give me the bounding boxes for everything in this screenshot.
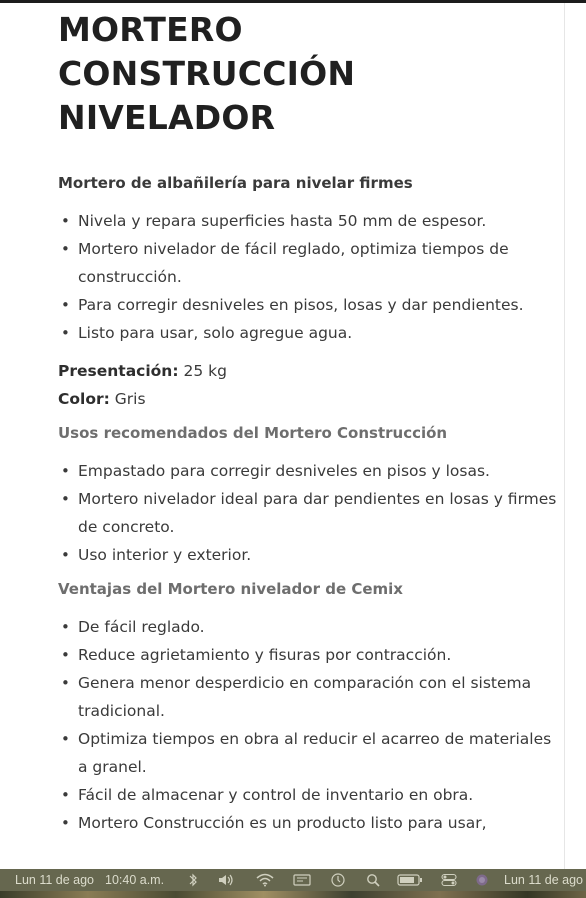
search-icon[interactable] [366,869,380,891]
list-item: • Listo para usar, solo agregue agua. [58,319,563,347]
bullet-icon: • [61,814,70,832]
bullet-icon: • [61,296,70,314]
menubar-date-right[interactable]: Lun 11 de ago [504,873,584,887]
page-right-rule [564,3,565,869]
bullet-icon: • [61,786,70,804]
page-title [58,8,563,140]
title-line: CONSTRUCCIÓN [58,54,356,93]
advantages-list [58,613,563,837]
uses-list [58,457,563,569]
title-line: MORTERO [58,10,243,49]
title-line: NIVELADOR [58,98,276,137]
list-item: • Mortero nivelador ideal para dar pendientes en losas y firmes de concreto. [58,485,563,541]
siri-icon[interactable] [474,869,490,891]
list-item: • Mortero nivelador de fácil reglado, optimiza tiempos de construcción. [58,235,563,291]
list-item: • Fácil de almacenar y control de inventario en obra. [58,781,563,809]
bullet-icon: • [61,618,70,636]
clock-icon[interactable] [330,869,346,891]
volume-icon[interactable] [218,869,236,891]
list-item: • Optimiza tiempos en obra al reducir el acarreo de materiales a granel. [58,725,563,781]
bullet-icon: • [61,730,70,748]
battery-icon[interactable] [397,869,423,891]
list-item: • Empastado para corregir desniveles en pisos y losas. [58,457,563,485]
presentation-row [58,357,563,385]
wifi-icon[interactable] [256,869,274,891]
menubar-time[interactable]: 10:40 a.m. [105,873,165,887]
menubar-date[interactable]: Lun 11 de ago [15,873,95,887]
bullet-icon: • [61,646,70,664]
bullet-icon: • [61,462,70,480]
feature-list [58,207,563,347]
list-item: • Para corregir desniveles en pisos, losas y dar pendientes. [58,291,563,319]
bullet-icon: • [61,212,70,230]
control-center-icon[interactable] [441,869,457,891]
section-heading-nivelar: Mortero de albañilería para nivelar firmes [58,174,413,192]
section-heading-usos: Usos recomendados del Mortero Construcción [58,424,448,442]
bluetooth-icon[interactable] [188,869,198,891]
window-top-border [0,0,586,3]
bullet-icon: • [61,674,70,692]
list-item: • Nivela y repara superficies hasta 50 mm de espesor. [58,207,563,235]
list-item: • De fácil reglado. [58,613,563,641]
list-item: • Mortero Construcción es un producto listo para usar, [58,809,563,837]
presentation-label: Presentación: [58,362,179,380]
bullet-icon: • [61,240,70,258]
presentation-value: 25 kg [183,362,227,380]
bullet-icon: • [61,546,70,564]
color-label: Color: [58,390,110,408]
color-value: Gris [114,390,146,408]
list-item: • Genera menor desperdicio en comparación con el sistema tradicional. [58,669,563,725]
list-item: • Uso interior y exterior. [58,541,563,569]
article-content [58,8,563,837]
display-icon[interactable] [293,869,311,891]
desktop-wallpaper-strip [0,891,586,898]
color-row [58,385,563,413]
list-item: • Reduce agrietamiento y fisuras por contracción. [58,641,563,669]
bullet-icon: • [61,324,70,342]
section-heading-ventajas: Ventajas del Mortero nivelador de Cemix [58,580,403,598]
bullet-icon: • [61,490,70,508]
